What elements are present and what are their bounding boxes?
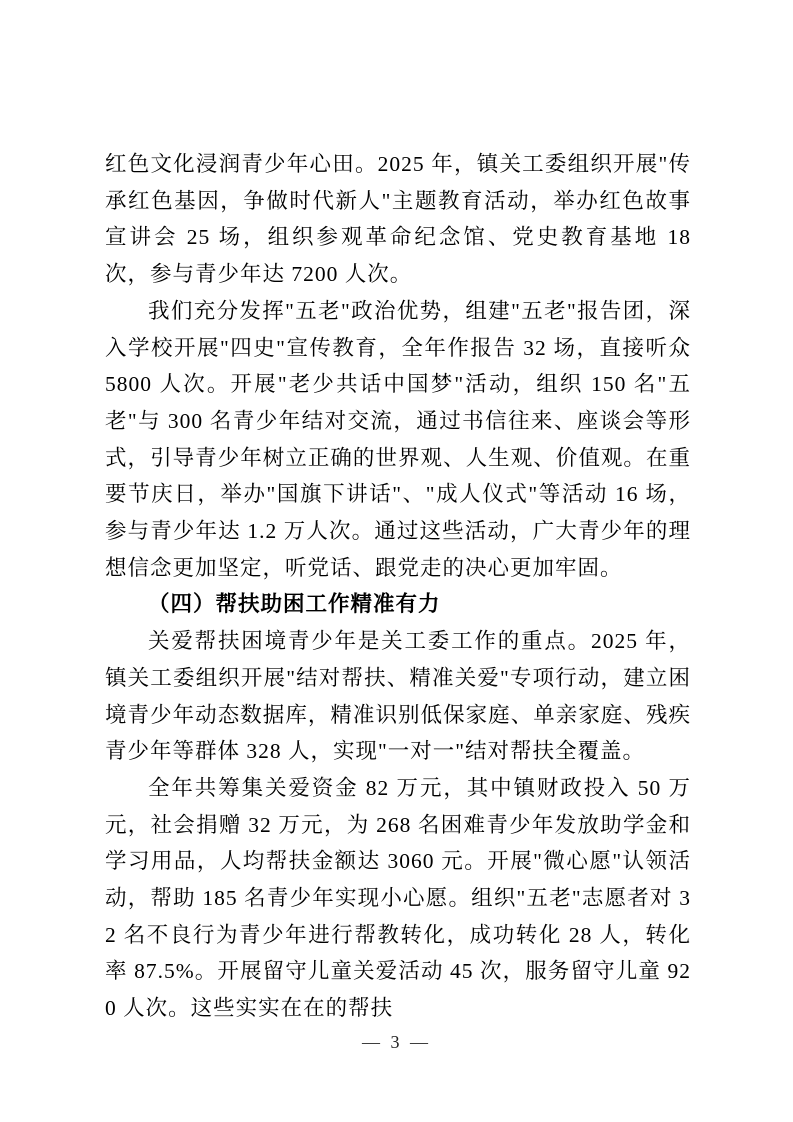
paragraph-funding-results: 全年共筹集关爱资金 82 万元，其中镇财政投入 50 万元，社会捐赠 32 万元，为 268 名困难青少年发放助学金和学习用品，人均帮扶金额达 3060 元。开展"微心愿"认领活动，帮助 185 名青少年实现小心愿。组织"五老"志愿者对 32 名不良行为青少年进行帮教转化，成功转化 28 人，转化率 87.5%。开展留守儿童关爱活动 45 次，服务留守儿童 920 人次。这些实实在在的帮扶 — [105, 775, 691, 1021]
document-body — [105, 146, 691, 1027]
paragraph-targeted-assistance: 关爱帮扶困境青少年是关工委工作的重点。2025 年，镇关工委组织开展"结对帮扶、精准关爱"专项行动，建立困境青少年动态数据库，精准识别低保家庭、单亲家庭、残疾青少年等群体 328 人，实现"一对一"结对帮扶全覆盖。 — [105, 629, 691, 764]
page-number: — 3 — — [362, 1032, 431, 1052]
paragraph-red-culture: 红色文化浸润青少年心田。2025 年，镇关工委组织开展"传承红色基因，争做时代新人"主题教育活动，举办红色故事宣讲会 25 场，组织参观革命纪念馆、党史教育基地 18 次，参与青少年达 7200 人次。 — [105, 152, 691, 287]
paragraph-wulao-education: 我们充分发挥"五老"政治优势，组建"五老"报告团，深入学校开展"四史"宣传教育，全年作报告 32 场，直接听众 5800 人次。开展"老少共话中国梦"活动，组织 150 名"五老"与 300 名青少年结对交流，通过书信往来、座谈会等形式，引导青少年树立正确的世界观、人生观、价值观。在重要节庆日，举办"国旗下讲话"、"成人仪式"等活动 16 场，参与青少年达 1.2 万人次。通过这些活动，广大青少年的理想信念更加坚定，听党话、跟党走的决心更加牢固。 — [105, 298, 691, 580]
section-heading-four: （四）帮扶助困工作精准有力 — [148, 592, 441, 617]
